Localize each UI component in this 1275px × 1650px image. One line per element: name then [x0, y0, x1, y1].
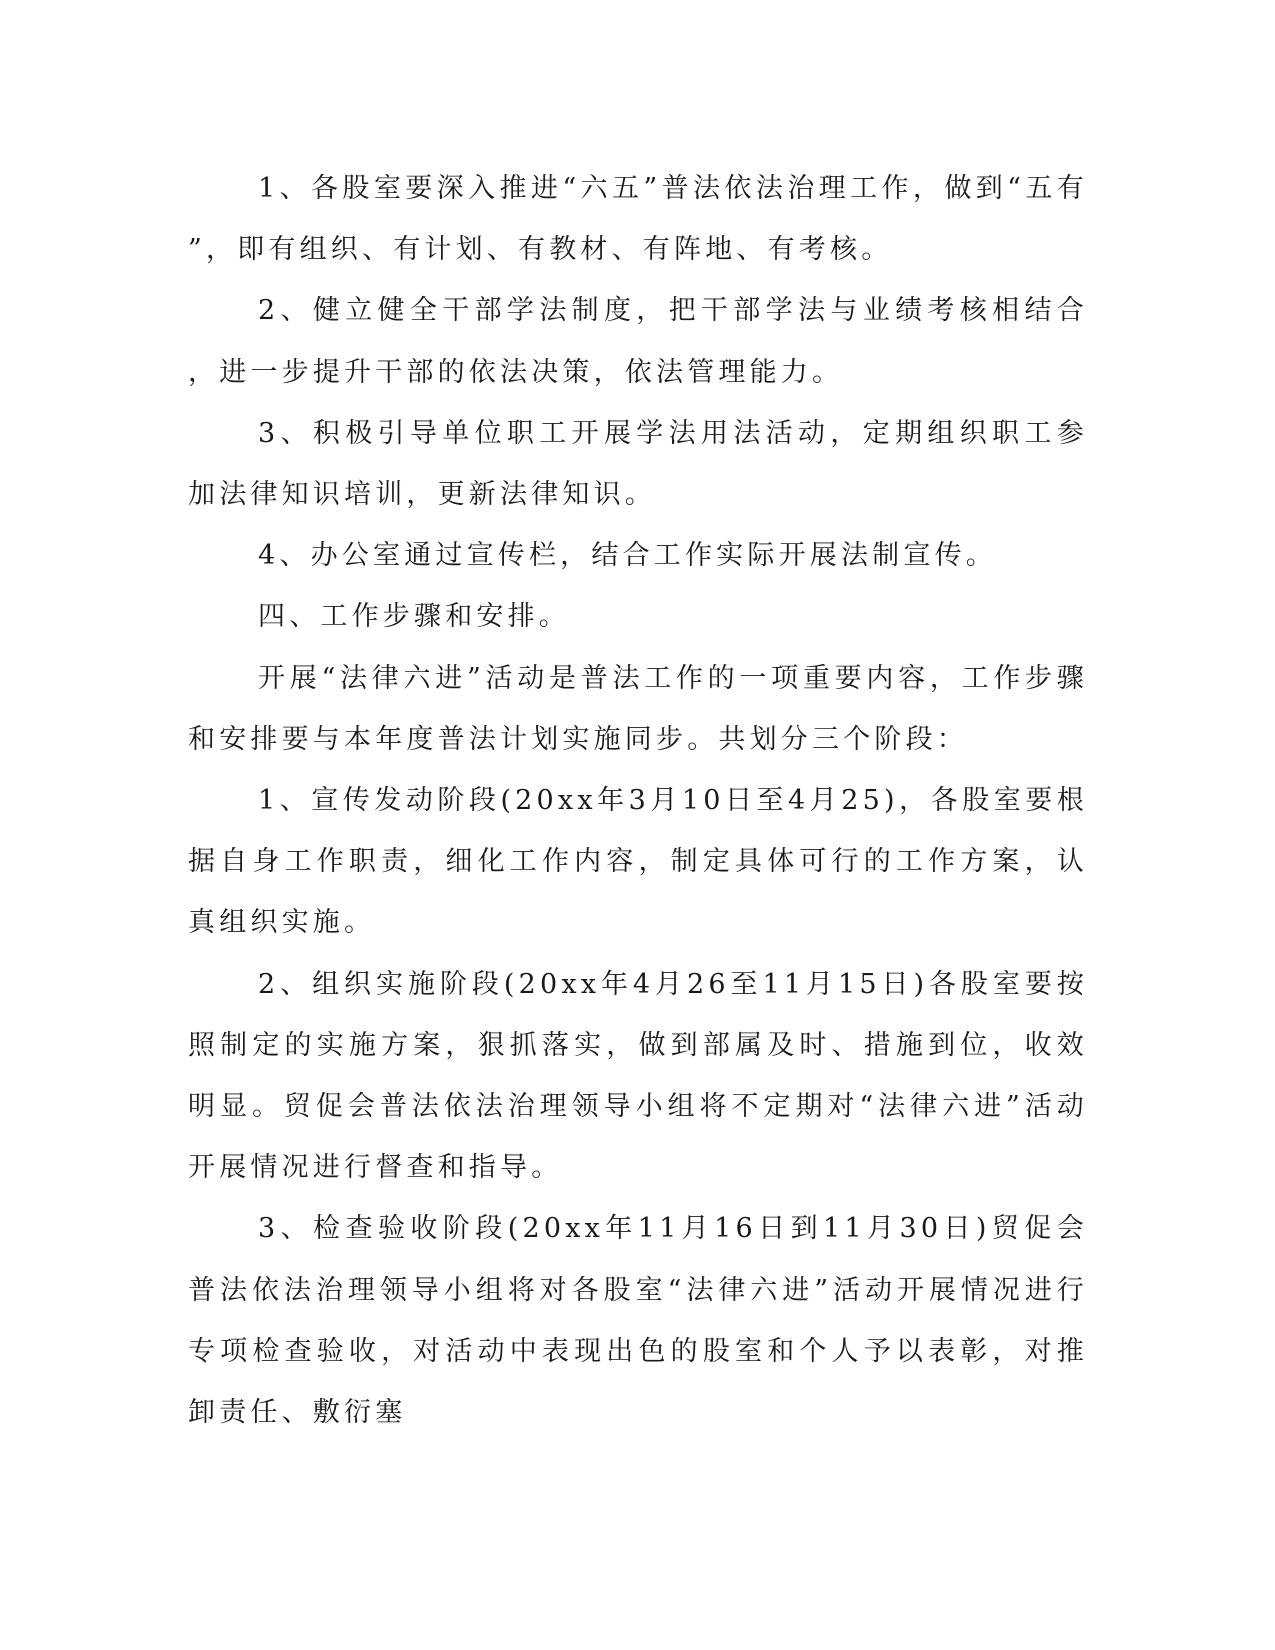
- stage-item-1: 1、宣传发动阶段(20xx年3月10日至4月25)，各股室要根据自身工作职责，细化工作内容，制定具体可行的工作方案，认真组织实施。: [188, 785, 1088, 939]
- paragraph-item-1: 1、各股室要深入推进“六五”普法依法治理工作，做到“五有”，即有组织、有计划、有教材、有阵地、有考核。: [188, 173, 1088, 266]
- paragraph-steps-intro: 开展“法律六进”活动是普法工作的一项重要内容，工作步骤和安排要与本年度普法计划实施同步。共划分三个阶段：: [188, 662, 1088, 755]
- paragraph-item-4: 4、办公室通过宣传栏，结合工作实际开展法制宣传。: [258, 540, 997, 572]
- document-body: [188, 158, 1088, 1443]
- stage-item-2: 2、组织实施阶段(20xx年4月26至11月15日)各股室要按照制定的实施方案，狠抓落实，做到部属及时、措施到位，收效明显。贸促会普法依法治理领导小组将不定期对“法律六进”活动开展情况进行督查和指导。: [188, 968, 1088, 1184]
- paragraph-item-2: 2、健立健全干部学法制度，把干部学法与业绩考核相结合，进一步提升干部的依法决策，依法管理能力。: [188, 295, 1088, 388]
- section-heading-steps: 四、工作步骤和安排。: [258, 601, 570, 633]
- stage-item-3: 3、检查验收阶段(20xx年11月16日到11月30日)贸促会普法依法治理领导小组将对各股室“法律六进”活动开展情况进行专项检查验收，对活动中表现出色的股室和个人予以表彰，对推卸责任、敷衍塞: [188, 1213, 1088, 1429]
- paragraph-item-3: 3、积极引导单位职工开展学法用法活动，定期组织职工参加法律知识培训，更新法律知识。: [188, 417, 1088, 511]
